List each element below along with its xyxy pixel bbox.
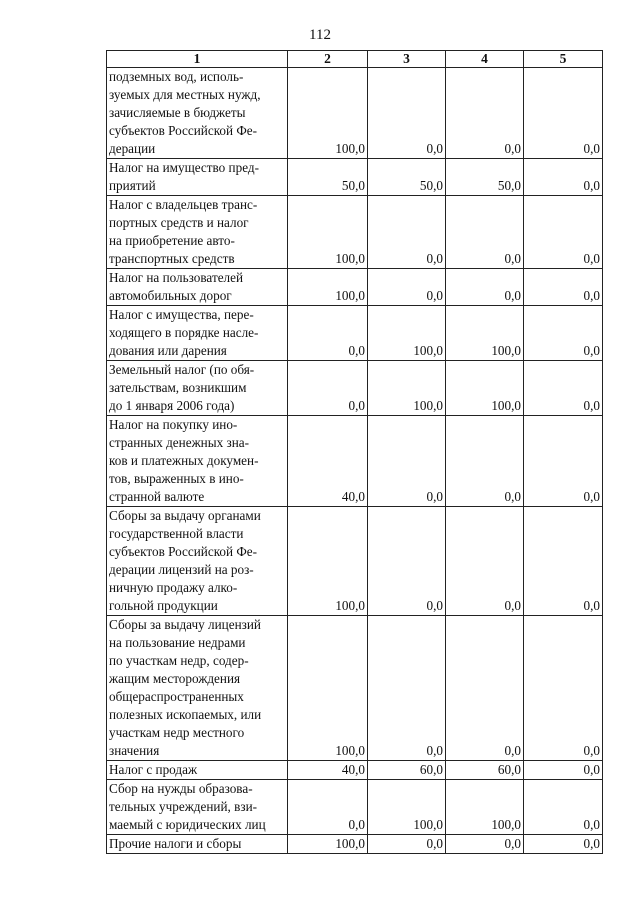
value-cell-col-4: 100,0 [446,780,524,835]
tax-name-line: Сборы за выдачу органами [109,508,261,523]
tax-name-line: странных денежных зна- [109,435,249,450]
tax-name-line: Земельный налог (по обя- [109,362,255,377]
value-cell-col-2: 0,0 [288,780,368,835]
value-cell-col-4: 0,0 [446,68,524,159]
tax-name-cell [107,835,288,854]
tax-name-cell [107,507,288,616]
tax-name-line: подземных вод, исполь- [109,69,244,84]
tax-name-cell [107,68,288,159]
tax-name-line: маемый с юридических лиц [109,817,266,832]
tax-name-line: портных средств и налог [109,215,249,230]
tax-name-cell [107,780,288,835]
tax-name-line: дерации [109,141,156,156]
value-cell-col-2: 40,0 [288,761,368,780]
tax-distribution-table [106,50,603,854]
value-cell-col-4: 0,0 [446,835,524,854]
tax-name-cell [107,269,288,306]
value-cell-col-2: 50,0 [288,159,368,196]
tax-name-line: государственной власти [109,526,244,541]
tax-name-line: до 1 января 2006 года) [109,398,235,413]
value-cell-col-5: 0,0 [524,507,603,616]
tax-name-cell [107,361,288,416]
table-body [107,68,603,854]
tax-name-line: общераспространенных [109,689,244,704]
tax-name-line: дерации лицензий на роз- [109,562,254,577]
value-cell-col-3: 100,0 [368,361,446,416]
table-row [107,68,603,159]
value-cell-col-5: 0,0 [524,68,603,159]
value-cell-col-2: 100,0 [288,196,368,269]
value-cell-col-3: 0,0 [368,835,446,854]
tax-name-cell [107,159,288,196]
tax-name-line: по участкам недр, содер- [109,653,249,668]
value-cell-col-5: 0,0 [524,306,603,361]
table-row [107,507,603,616]
tax-name-line: транспортных средств [109,251,235,266]
tax-name-line: зуемых для местных нужд, [109,87,261,102]
tax-name-line: на пользование недрами [109,635,246,650]
tax-name-line: субъектов Российской Фе- [109,544,258,559]
value-cell-col-3: 0,0 [368,269,446,306]
column-header-2: 2 [288,51,368,68]
value-cell-col-2: 100,0 [288,616,368,761]
tax-name-line: дования или дарения [109,343,227,358]
column-header-4: 4 [446,51,524,68]
tax-name-line: ходящего в порядке насле- [109,325,259,340]
column-header-3: 3 [368,51,446,68]
table-row [107,159,603,196]
value-cell-col-3: 0,0 [368,507,446,616]
tax-name-line: зачисляемые в бюджеты [109,105,246,120]
value-cell-col-5: 0,0 [524,780,603,835]
table-row [107,780,603,835]
column-header-1: 1 [107,51,288,68]
value-cell-col-3: 0,0 [368,416,446,507]
tax-name-line: Прочие налоги и сборы [109,836,242,851]
value-cell-col-5: 0,0 [524,196,603,269]
value-cell-col-5: 0,0 [524,361,603,416]
tax-name-line: Налог с имущества, пере- [109,307,254,322]
value-cell-col-2: 100,0 [288,507,368,616]
value-cell-col-5: 0,0 [524,269,603,306]
value-cell-col-4: 0,0 [446,196,524,269]
value-cell-col-4: 100,0 [446,306,524,361]
tax-name-line: автомобильных дорог [109,288,232,303]
tax-name-line: тов, выраженных в ино- [109,471,244,486]
value-cell-col-5: 0,0 [524,835,603,854]
value-cell-col-5: 0,0 [524,159,603,196]
tax-name-line: полезных ископаемых, или [109,707,262,722]
value-cell-col-3: 100,0 [368,780,446,835]
value-cell-col-2: 100,0 [288,269,368,306]
value-cell-col-4: 100,0 [446,361,524,416]
tax-name-line: приятий [109,178,156,193]
value-cell-col-4: 50,0 [446,159,524,196]
tax-name-cell [107,416,288,507]
value-cell-col-3: 0,0 [368,68,446,159]
table-row [107,361,603,416]
value-cell-col-4: 0,0 [446,269,524,306]
column-header-5: 5 [524,51,603,68]
value-cell-col-3: 100,0 [368,306,446,361]
table-row [107,761,603,780]
tax-name-cell [107,616,288,761]
tax-name-line: Налог с владельцев транс- [109,197,258,212]
tax-name-line: зательствам, возникшим [109,380,247,395]
table-header-row [107,51,603,68]
value-cell-col-2: 0,0 [288,361,368,416]
tax-name-line: участкам недр местного [109,725,245,740]
page-number: 112 [309,27,331,43]
tax-name-line: Налог на покупку ино- [109,417,238,432]
table-row [107,616,603,761]
tax-name-line: Налог с продаж [109,762,198,777]
table-row [107,835,603,854]
tax-name-cell [107,306,288,361]
value-cell-col-3: 60,0 [368,761,446,780]
value-cell-col-4: 0,0 [446,507,524,616]
value-cell-col-5: 0,0 [524,416,603,507]
tax-name-cell [107,196,288,269]
tax-name-line: гольной продукции [109,598,218,613]
tax-name-line: Налог на пользователей [109,270,244,285]
table-row [107,416,603,507]
tax-name-cell [107,761,288,780]
value-cell-col-4: 0,0 [446,616,524,761]
table-row [107,269,603,306]
value-cell-col-2: 0,0 [288,306,368,361]
value-cell-col-4: 60,0 [446,761,524,780]
value-cell-col-2: 40,0 [288,416,368,507]
value-cell-col-5: 0,0 [524,761,603,780]
tax-name-line: на приобретение авто- [109,233,235,248]
value-cell-col-4: 0,0 [446,416,524,507]
tax-name-line: субъектов Российской Фе- [109,123,258,138]
tax-name-line: Сбор на нужды образова- [109,781,253,796]
tax-name-line: жащим месторождения [109,671,241,686]
tax-name-line: ков и платежных докумен- [109,453,259,468]
value-cell-col-2: 100,0 [288,835,368,854]
value-cell-col-3: 0,0 [368,196,446,269]
tax-name-line: странной валюте [109,489,205,504]
tax-name-line: ничную продажу алко- [109,580,238,595]
value-cell-col-5: 0,0 [524,616,603,761]
table-row [107,306,603,361]
value-cell-col-2: 100,0 [288,68,368,159]
tax-name-line: Налог на имущество пред- [109,160,259,175]
value-cell-col-3: 0,0 [368,616,446,761]
tax-name-line: Сборы за выдачу лицензий [109,617,261,632]
table-row [107,196,603,269]
tax-name-line: значения [109,743,160,758]
value-cell-col-3: 50,0 [368,159,446,196]
tax-name-line: тельных учреждений, взи- [109,799,258,814]
